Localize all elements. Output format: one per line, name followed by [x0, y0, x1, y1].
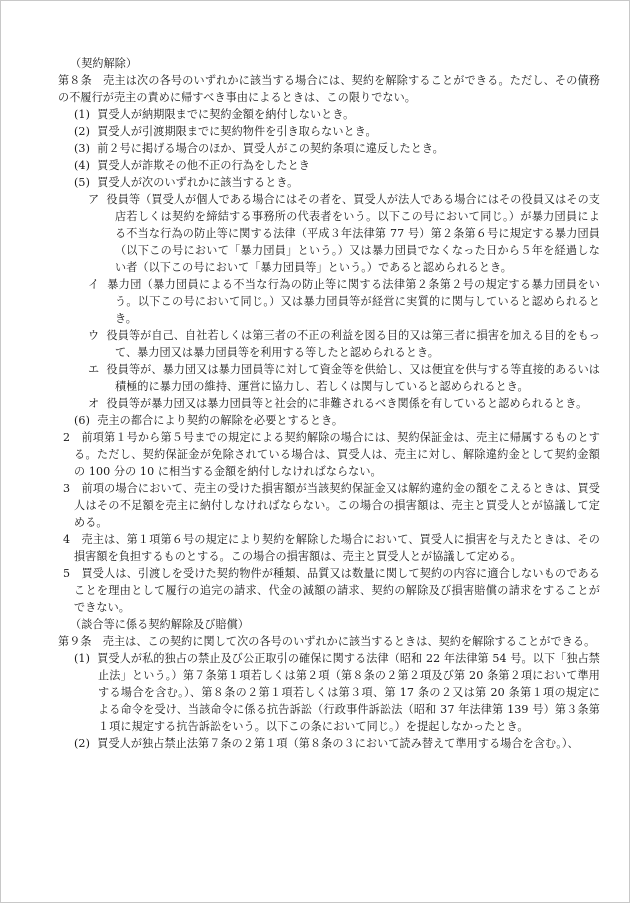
article-8-paragraph-2 [58, 429, 600, 480]
article-8-paragraph-3 [58, 480, 600, 531]
article-8-item-3 [58, 140, 600, 157]
article-8-item-5-sub-c-text: 役員等が自己、自社若しくは第三者の不正の利益を図る目的又は第三者に損害を加える目的をもって、暴力団又は暴力団員等を利用する等したと認められるとき。 [106, 329, 600, 359]
article-8-paragraph-4-marker: 4 [63, 533, 71, 546]
marker-gap [99, 193, 106, 206]
section-heading-bid-rigging-cancellation [58, 616, 600, 633]
marker-gap [99, 363, 106, 376]
article-9-item-2 [58, 735, 600, 752]
article-8-item-5-sub-b [58, 276, 600, 327]
article-8-paragraph-4-text: 売主は、第１項第６号の規定により契約を解除した場合において、買受人に損害を与えたときは、その損害額を負担するものとする。この場合の損害額は、売主と買受人とが協議して定める。 [74, 533, 600, 563]
section-heading-contract-cancellation-text: （契約解除） [70, 57, 138, 70]
article-8-item-2-marker: (2) [74, 125, 91, 138]
article-8-item-2-text: 買受人が引渡期限までに契約物件を引き取らないとき。 [97, 125, 377, 138]
article-8-item-5-sub-c-marker: ウ [88, 329, 100, 342]
article-8-item-4 [58, 157, 600, 174]
article-8-item-1 [58, 106, 600, 123]
article-8-item-5-sub-a [58, 191, 600, 276]
article-8-item-5-sub-b-marker: イ [88, 278, 100, 291]
article-8-item-5-sub-a-text: 役員等（買受人が個人である場合にはその者を、買受人が法人である場合にはその役員又はその支店若しくは契約を締結する事務所の代表者をいう。以下この号において同じ。）が暴力団員による不当な行為の防止等に関する法律（平成３年法律第 77 号）第２条第６号に規定する暴力団員（以下この号において「暴力団員」という。）又は暴力団員でなくなった日から５年を経過しない者（以下この号において「暴力団員等」という。）であると認められるとき。 [106, 193, 600, 274]
article-9-body-text: 第９条 売主は、この契約に関して次の各号のいずれかに該当するときは、契約を解除することができる。 [58, 635, 596, 648]
marker-gap [70, 567, 81, 580]
article-8-item-5 [58, 174, 600, 191]
article-8-item-5-sub-b-text: 暴力団（暴力団員による不当な行為の防止等に関する法律第２条第２号の規定する暴力団員をいう。以下この号において同じ。）又は暴力団員等が経営に実質的に関与していると認められるとき。 [107, 278, 600, 325]
article-9-item-2-text: 買受人が独占禁止法第７条の２第１項（第８条の３において読み替えて準用する場合を含む。）、 [97, 737, 579, 750]
article-8-item-3-marker: (3) [74, 142, 91, 155]
article-8-item-5-sub-e [58, 395, 600, 412]
article-9-item-2-marker: (2) [74, 737, 91, 750]
article-8-item-5-text: 買受人が次のいずれかに該当するとき。 [97, 176, 299, 189]
article-9-item-1-marker: (1) [74, 652, 91, 665]
article-8-paragraph-2-text: 前項第１号から第５号までの規定による契約解除の場合には、契約保証金は、売主に帰属するものとする。ただし、契約保証金が免除されている場合は、買受人は、売主に対し、解除違約金として契約金額の 100 分の 10 に相当する金額を納付しなければならない。 [74, 431, 600, 478]
article-8-item-6-text: 売主の都合により契約の解除を必要とするとき。 [97, 414, 344, 427]
article-9-body [58, 633, 600, 650]
article-8-paragraph-5 [58, 565, 600, 616]
marker-gap [70, 482, 81, 495]
article-8-item-4-marker: (4) [74, 159, 91, 172]
document-body [58, 55, 600, 752]
marker-gap [99, 329, 106, 342]
marker-gap [70, 533, 81, 546]
article-8-paragraph-3-text: 前項の場合において、売主の受けた損害額が当該契約保証金又は解約違約金の額をこえるときは、買受人はその不足額を売主に納付しなければならない。この場合の損害額は、売主と買受人とが協議して定める。 [74, 482, 600, 529]
section-heading-contract-cancellation [58, 55, 600, 72]
article-8-item-1-text: 買受人が納期限までに契約金額を納付しないとき。 [97, 108, 355, 121]
article-8-body [58, 72, 600, 106]
article-8-item-5-sub-d-text: 役員等が、暴力団又は暴力団員等に対して資金等を供給し、又は便宜を供与する等直接的あるいは積極的に暴力団の維持、運営に協力し、若しくは関与していると認められるとき。 [106, 363, 600, 393]
article-8-body-text: 第８条 売主は次の各号のいずれかに該当する場合には、契約を解除することができる。ただし、その債務の不履行が売主の責めに帰すべき事由によるときは、この限りでない。 [58, 74, 600, 104]
article-8-paragraph-2-marker: 2 [63, 431, 71, 444]
article-8-paragraph-3-marker: 3 [63, 482, 71, 495]
article-9-item-1 [58, 650, 600, 735]
article-8-item-1-marker: (1) [74, 108, 91, 121]
article-8-item-5-sub-d-marker: エ [88, 363, 100, 376]
article-8-item-5-sub-e-text: 役員等が暴力団又は暴力団員等と社会的に非難されるべき関係を有していると認められるとき。 [106, 397, 588, 410]
article-8-item-5-sub-c [58, 327, 600, 361]
article-8-paragraph-4 [58, 531, 600, 565]
article-8-paragraph-5-marker: 5 [63, 567, 71, 580]
article-8-item-2 [58, 123, 600, 140]
article-8-item-4-text: 買受人が詐欺その他不正の行為をしたとき [97, 159, 310, 172]
section-heading-bid-rigging-cancellation-text: （談合等に係る契約解除及び賠償） [70, 618, 250, 631]
article-8-item-6-marker: (6) [74, 414, 91, 427]
article-8-item-3-text: 前２号に掲げる場合のほか、買受人がこの契約条項に違反したとき。 [97, 142, 444, 155]
article-8-item-6 [58, 412, 600, 429]
article-8-item-5-sub-e-marker: オ [88, 397, 100, 410]
marker-gap [70, 431, 81, 444]
article-9-item-1-text: 買受人が私的独占の禁止及び公正取引の確保に関する法律（昭和 22 年法律第 54 号。以下「独占禁止法」という。）第７条第１項若しくは第２項（第８条の２第２項及び第 20 条第２項において準用する場合を含む。）、第８条の２第１項若しくは第３項、第 17 条の２又は第 20 条第１項の規定による命令を受け、当該命令に係る抗告訴訟（行政事件訴訟法（昭和 37 年法律第 139 号）第３条第１項に規定する抗告訴訟をいう。以下この条において同じ。）を提起しなかったとき。 [97, 652, 600, 733]
article-8-item-5-sub-a-marker: ア [88, 193, 100, 206]
article-8-paragraph-5-text: 買受人は、引渡しを受けた契約物件が種類、品質又は数量に関して契約の内容に適合しないものであることを理由として履行の追完の請求、代金の減額の請求、契約の解除及び損害賠償の請求をすることができない。 [74, 567, 600, 614]
article-8-item-5-marker: (5) [74, 176, 91, 189]
article-8-item-5-sub-d [58, 361, 600, 395]
